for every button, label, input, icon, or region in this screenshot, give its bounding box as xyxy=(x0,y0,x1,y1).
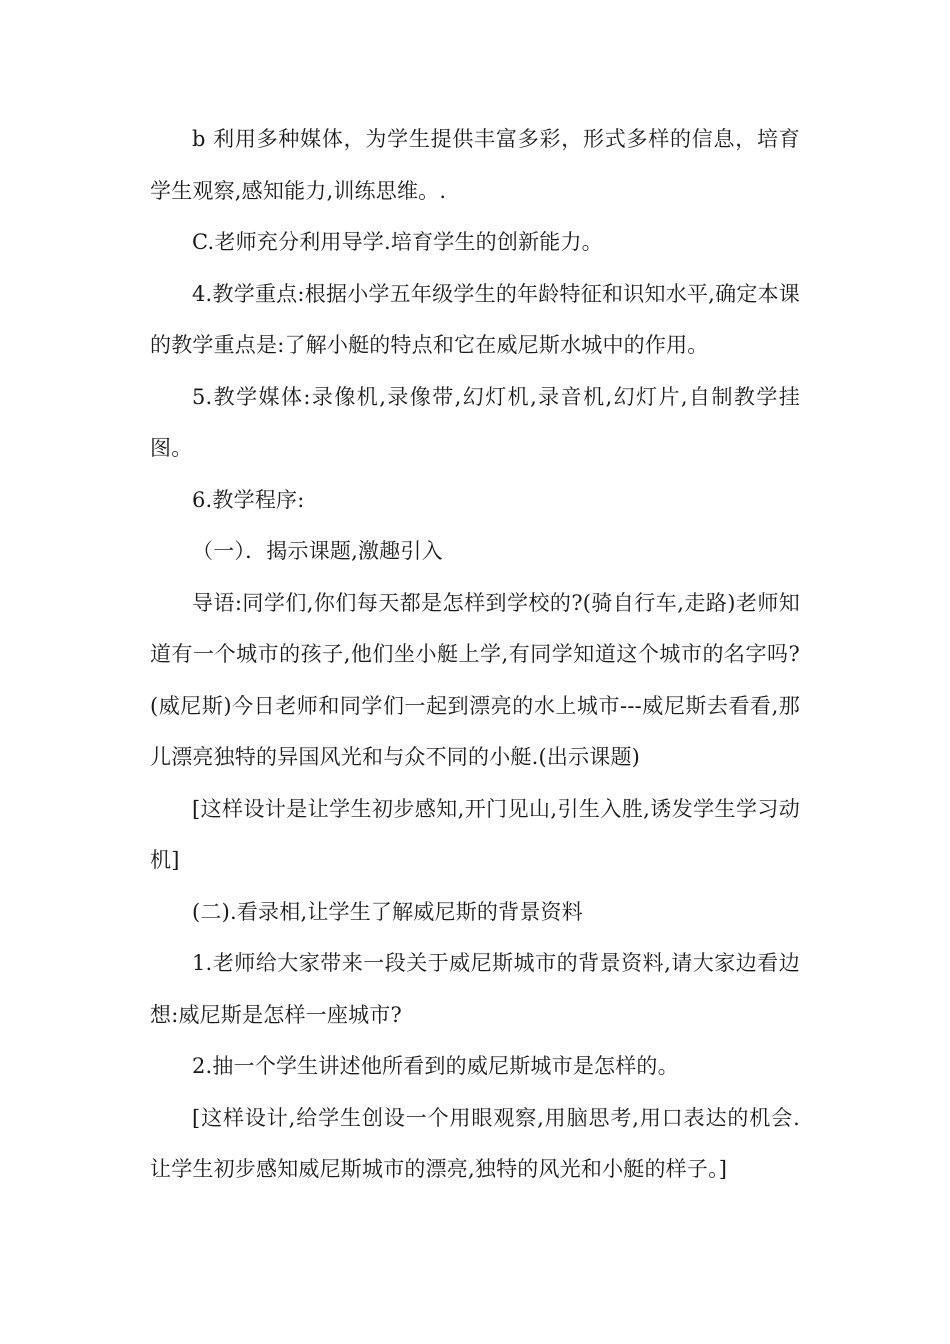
paragraph-introduction: 导语:同学们,你们每天都是怎样到学校的?(骑自行车,走路)老师知道有一个城市的孩子,他们坐小艇上学,有同学知道这个城市的名字吗?(威尼斯)今日老师和同学们一起到漂亮的水上城市---威尼斯去看看,那儿漂亮独特的异国风光和与众不同的小艇.(出示课题) xyxy=(150,590,800,769)
paragraph-teaching-procedure: 6.教学程序: xyxy=(192,487,305,512)
paragraph-step-2: 2.抽一个学生讲述他所看到的威尼斯城市是怎样的。 xyxy=(192,1054,679,1078)
paragraph-design-note-1: [这样设计是让学生初步感知,开门见山,引生入胜,诱发学生学习动机] xyxy=(150,796,800,872)
section-heading-2: (二).看录相,让学生了解威尼斯的背景资料 xyxy=(192,899,583,924)
paragraph-media-use: b 利用多种媒体，为学生提供丰富多彩，形式多样的信息，培育学生观察,感知能力,训练思维。. xyxy=(150,127,800,203)
section-heading-1: （一）．揭示课题,激趣引入 xyxy=(192,539,443,563)
document-body xyxy=(150,114,800,1196)
paragraph-step-1: 1.老师给大家带来一段关于威尼斯城市的背景资料,请大家边看边想:威尼斯是怎样一座城市? xyxy=(150,951,800,1027)
paragraph-teaching-focus: 4.教学重点:根据小学五年级学生的年龄特征和识知水平,确定本课的教学重点是:了解小艇的特点和它在威尼斯水城中的作用。 xyxy=(150,281,800,357)
paragraph-guided-learning: C.老师充分利用导学.培育学生的创新能力。 xyxy=(192,230,603,254)
paragraph-design-note-2: [这样设计,给学生创设一个用眼观察,用脑思考,用口表达的机会.让学生初步感知威尼斯城市的漂亮,独特的风光和小艇的样子。] xyxy=(150,1105,800,1181)
paragraph-teaching-media: 5.教学媒体:录像机,录像带,幻灯机,录音机,幻灯片,自制教学挂图。 xyxy=(150,384,800,460)
